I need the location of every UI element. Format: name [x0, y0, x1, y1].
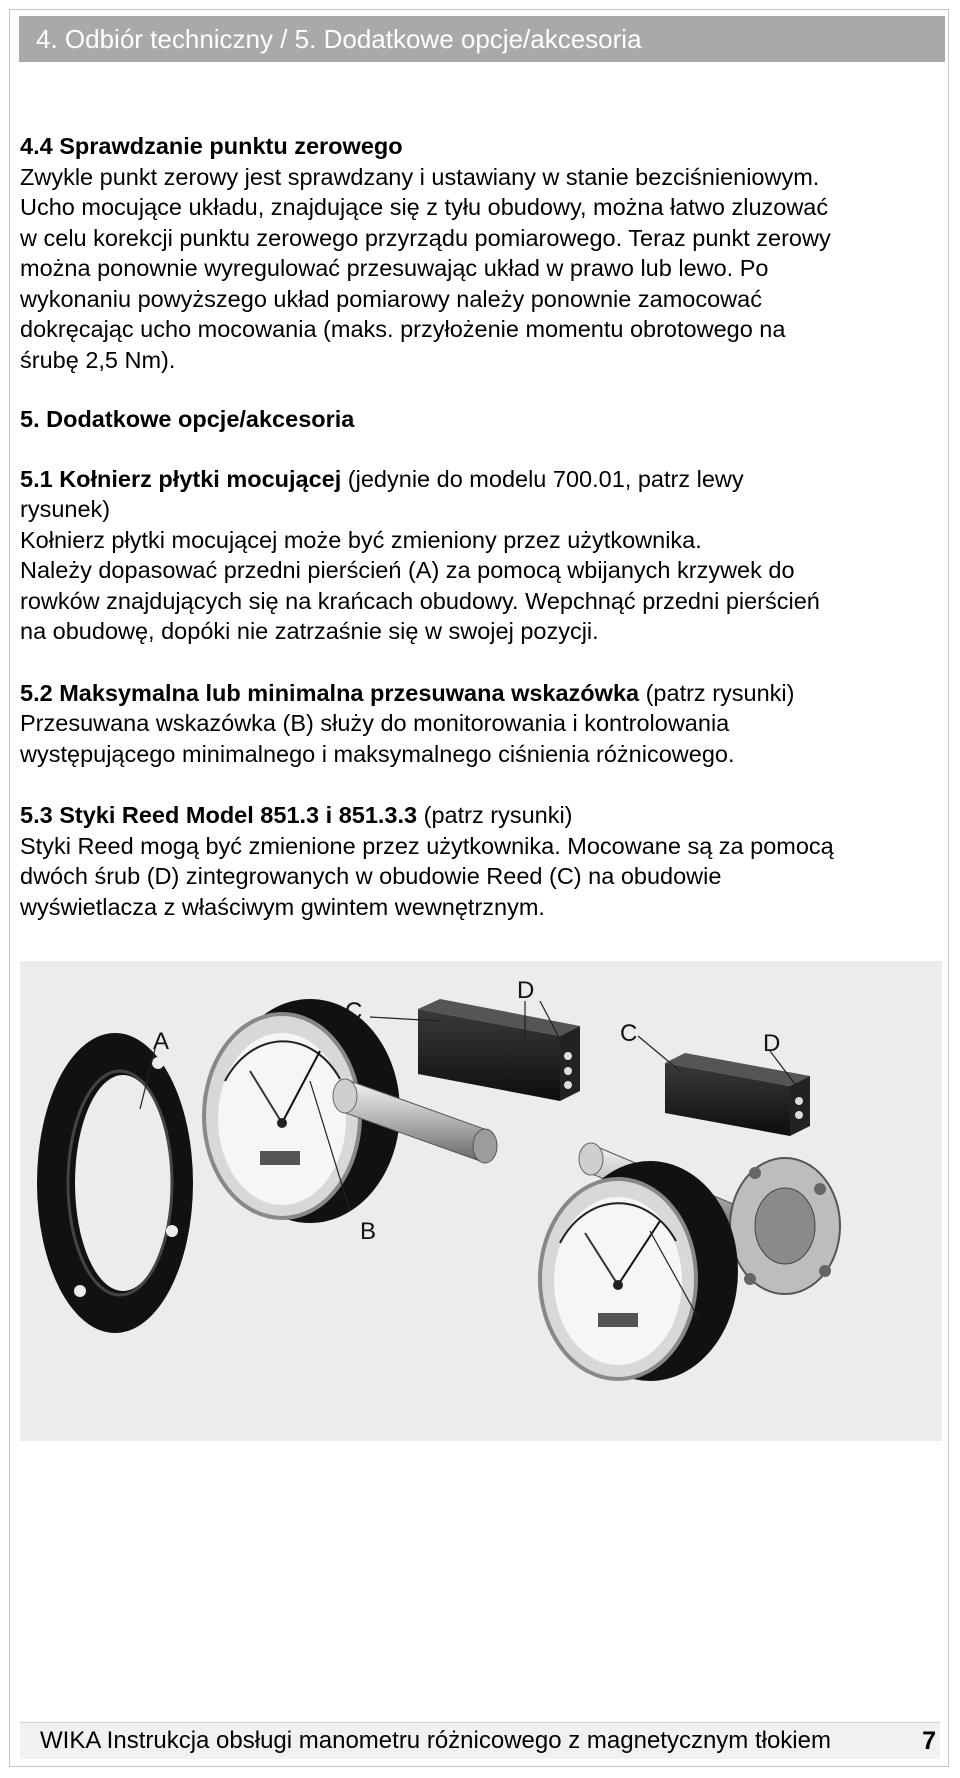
- label-c2: C: [620, 1020, 638, 1047]
- heading-5-2: [20, 678, 935, 709]
- reed-contact-box-c1: [418, 999, 580, 1101]
- heading-5-1-rest: (jedynie do modelu 700.01, patrz lewy: [341, 465, 744, 492]
- front-ring-a: [37, 1033, 193, 1333]
- paragraph-line: Ucho mocujące układu, znajdujące się z tyłu obudowy, można łatwo zluzować: [20, 194, 829, 220]
- paragraph-line: dwóch śrub (D) zintegrowanych w obudowie Reed (C) na obudowie: [20, 863, 722, 889]
- heading-4-4: 4.4 Sprawdzanie punktu zerowego: [20, 133, 403, 159]
- heading-5-3-bold: 5.3 Styki Reed Model 851.3 i 851.3.3: [20, 802, 418, 828]
- paragraph-line: występującego minimalnego i maksymalnego ciśnienia różnicowego.: [20, 740, 735, 767]
- heading-5-2-bold: 5.2 Maksymalna lub minimalna przesuwana wskazówka: [20, 679, 640, 706]
- footer-text: WIKA Instrukcja obsługi manometru różnicowego z magnetycznym tłokiem: [40, 1727, 831, 1754]
- paragraph-line: rowków znajdujących się na krańcach obudowy. Wepchnąć przedni pierścień: [20, 587, 820, 614]
- paragraph-line: w celu korekcji punktu zerowego przyrządu pomiarowego. Teraz punkt zerowy: [20, 224, 831, 251]
- paragraph-line: Przesuwana wskazówka (B) służy do monitorowania i kontrolowania: [20, 710, 730, 736]
- heading-5-1-bold: 5.1 Kołnierz płytki mocującej: [20, 465, 342, 492]
- document-body: [20, 131, 935, 922]
- label-a: A: [153, 1028, 170, 1055]
- paragraph-line: Należy dopasować przedni pierścień (A) za pomocą wbijanych krzywek do: [20, 557, 795, 583]
- label-b2: B: [693, 1330, 710, 1357]
- paragraph-line: wykonaniu powyższego układ pomiarowy należy ponownie zamocować: [20, 285, 762, 312]
- reed-contact-box-c2: [665, 1053, 810, 1136]
- label-d1: D: [517, 977, 535, 1004]
- label-b1: B: [360, 1218, 377, 1245]
- page-header: [19, 16, 945, 62]
- heading-5-3: [20, 800, 935, 831]
- heading-5-2-rest: (patrz rysunki): [639, 679, 795, 706]
- heading-5-1: [20, 464, 935, 495]
- accessories-photo: [20, 961, 942, 1441]
- paragraph-line: na obudowę, dopóki nie zatrzaśnie się w swojej pozycji.: [20, 618, 599, 644]
- paragraph-line: śrubę 2,5 Nm).: [20, 346, 176, 373]
- page-number: 7: [922, 1726, 936, 1755]
- heading-5-1-cont: rysunek): [20, 496, 111, 522]
- label-d2: D: [763, 1030, 781, 1057]
- accessories-illustration: [20, 961, 942, 1441]
- paragraph-line: Zwykle punkt zerowy jest sprawdzany i ustawiany w stanie bezciśnieniowym.: [20, 163, 820, 190]
- paragraph-line: można ponownie wyregulować przesuwając układ w prawo lub lewo. Po: [20, 255, 769, 281]
- heading-5-3-rest: (patrz rysunki): [417, 802, 573, 828]
- paragraph-line: Styki Reed mogą być zmienione przez użytkownika. Mocowane są za pomocą: [20, 832, 834, 859]
- header-title: 4. Odbiór techniczny / 5. Dodatkowe opcje/akcesoria: [36, 23, 642, 54]
- heading-5: 5. Dodatkowe opcje/akcesoria: [20, 406, 355, 432]
- page-footer: [20, 1722, 940, 1759]
- paragraph-line: wyświetlacza z właściwym gwintem wewnętrznym.: [20, 893, 545, 920]
- label-c1: C: [345, 998, 363, 1025]
- paragraph-line: Kołnierz płytki mocującej może być zmieniony przez użytkownika.: [20, 526, 702, 553]
- paragraph-line: dokręcając ucho mocowania (maks. przyłożenie momentu obrotowego na: [20, 316, 786, 342]
